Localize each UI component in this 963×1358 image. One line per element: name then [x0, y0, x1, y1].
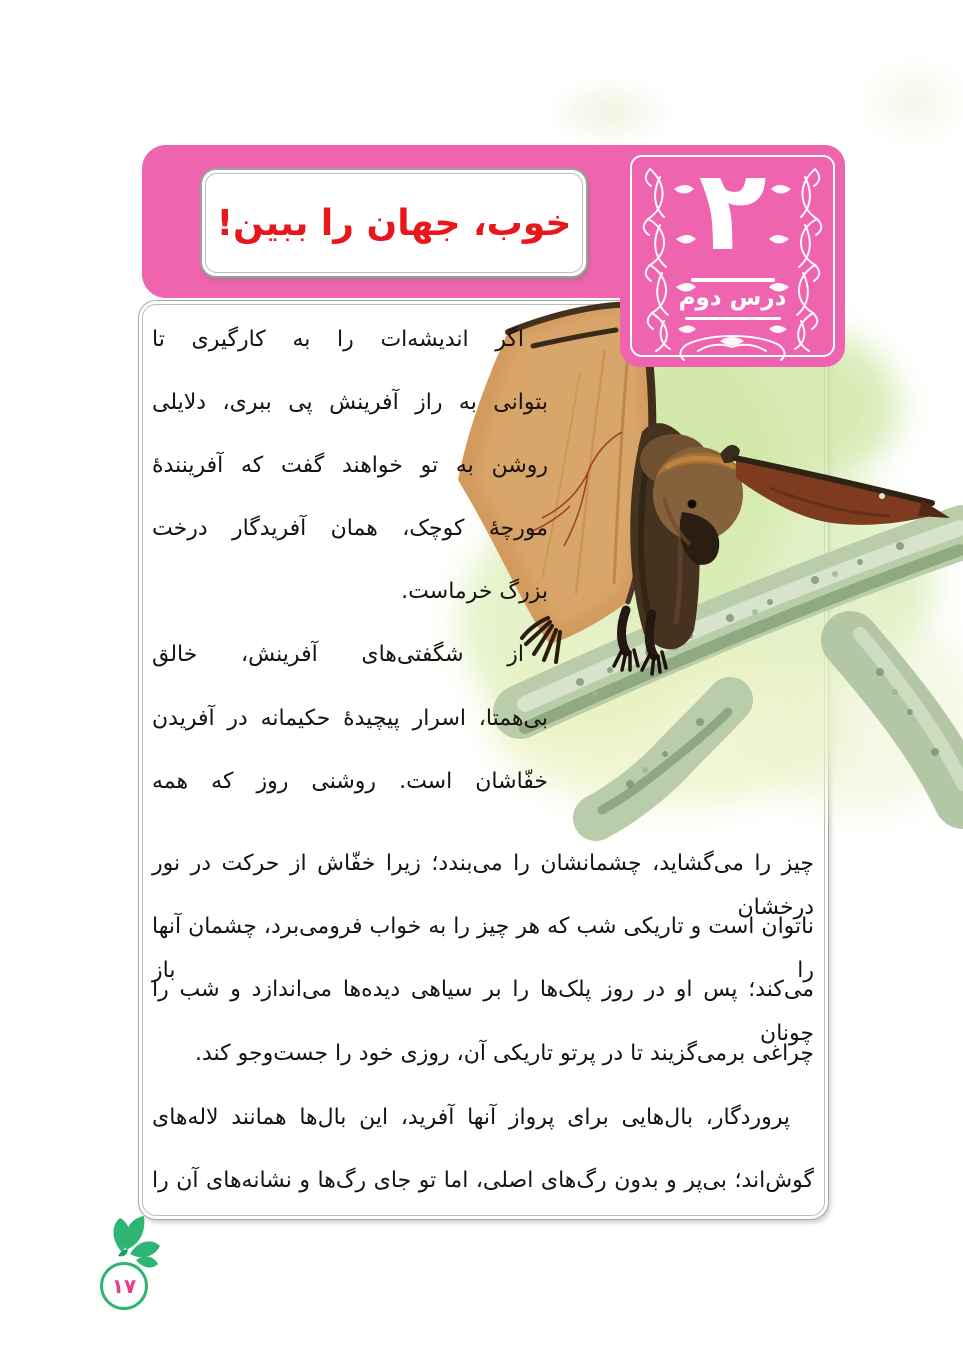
page-number-value: ۱۷	[111, 1274, 137, 1298]
text-line: بزرگ خرماست.	[401, 579, 548, 604]
text-line: از شگفتی‌های آفرینش، خالق	[152, 642, 524, 667]
lesson-title: خوب، جهان را ببین!	[216, 202, 572, 244]
lesson-number: ۲	[698, 146, 767, 276]
wing-claw-hook	[879, 493, 885, 499]
text-line: ناتوان است و تاریکی شب که هر چیز را به خواب فرومی‌برد، چشمان آنها را باز	[152, 914, 814, 983]
bat-eye	[688, 500, 697, 509]
watercolor-smudge	[545, 75, 675, 150]
lesson-label: درس دوم	[678, 285, 787, 311]
lesson-number-badge	[620, 145, 845, 367]
text-line: گوش‌اند؛ بی‌پر و بدون رگ‌های اصلی، اما تو جای رگ‌ها و نشانه‌های آن را	[152, 1168, 814, 1193]
watercolor-smudge	[855, 55, 963, 150]
text-line: چراغی برمی‌گزیند تا در پرتو تاریکی آن، روزی خود را جست‌وجو کند.	[194, 1041, 814, 1066]
text-line: چیز را می‌گشاید، چشمانشان را می‌بندد؛ زیرا خفّاش از حرکت در نور درخشان	[152, 851, 814, 920]
text-line: روشن به تو خواهند گفت که آفرینندهٔ	[152, 453, 548, 478]
text-line: می‌کند؛ پس او در روز پلک‌ها را بر سیاهی دیده‌ها می‌اندازد و شب را چونان	[152, 977, 814, 1046]
page-number-ornament	[84, 1212, 174, 1312]
lesson-title-box	[200, 168, 588, 278]
text-line: پروردگار، بال‌هایی برای پرواز آنها آفرید، این بال‌ها همانند لاله‌های	[152, 1105, 790, 1130]
text-line: مورچهٔ کوچک، همان آفریدگار درخت	[152, 516, 548, 541]
badge-divider-line-2	[685, 317, 781, 320]
text-line: بی‌همتا، اسرار پیچیدهٔ حکیمانه در آفریدن	[152, 706, 548, 731]
text-line: اگر اندیشه‌ات را به کارگیری تا	[152, 327, 524, 352]
page-number	[100, 1262, 148, 1310]
text-line: خفّاشان است. روشنی روز که همه	[152, 769, 548, 794]
text-line: بتوانی به راز آفرینش پی ببری، دلایلی	[152, 390, 548, 415]
lesson-title-inner-border	[205, 173, 583, 273]
